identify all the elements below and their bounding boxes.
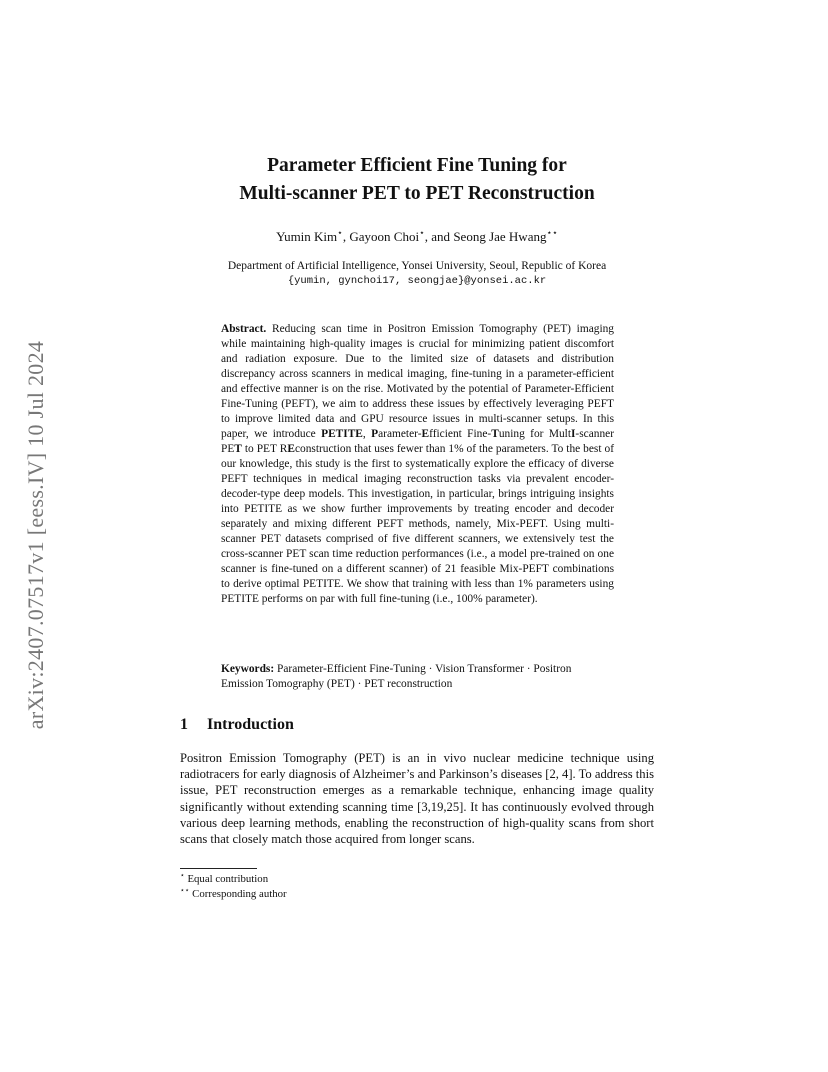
author-emails: {yumin, gynchoi17, seongjae}@yonsei.ac.kr <box>287 275 547 287</box>
affiliation <box>180 259 654 289</box>
title-line-2: Multi-scanner PET to PET Reconstruction <box>239 183 595 204</box>
acronym-letter: E <box>421 428 430 440</box>
paper-title <box>180 152 654 208</box>
abstract-text: Reducing scan time in Positron Emission Tomography (PET) imaging while maintaining high-quality images is crucial for minimizing patient discomfort and radiation exposure. Due to the limited size of datasets and distribution discrepancy across scanners in medical imaging, fine-tuning in a parameter-efficient and effective manner is on the rise. Motivated by the potential of Parameter-Efficient Fine-Tuning (PEFT), we aim to address these issues by effectively leveraging PEFT to improve limited data and GPU resource issues in multi-scanner setups. In this paper, we introduce <box>221 323 614 440</box>
author-name: Seong Jae Hwang <box>453 229 547 244</box>
footnote-mark: ⋆ <box>180 870 185 880</box>
author-list <box>180 229 654 245</box>
footnote-text: Corresponding author <box>192 887 287 900</box>
method-separator: , <box>362 428 372 440</box>
acronym-rest: arameter- <box>378 428 422 440</box>
abstract-text-continued: that uses fewer than 1% of the parameters. To the best of our knowledge, this study is the first to systematically explore the efficacy of diverse PEFT techniques in medical imaging reconstruction tasks via prevalent encoder-decoder-type deep models. This investigation, in particular, brings intriguing insights into PETITE as we show further improvements by treating encoder and decoder separately and mixing different PEFT methods, namely, Mix-PEFT. Using multi-scanner PET datasets comprised of five different scanners, we extensively test the cross-scanner PET scan time reduction performances (i.e., a model pre-trained on one scanner is fine-tuned on a different scanner) of 21 feasible Mix-PEFT combinations to derive optimal PETITE. We show that training with less than 1% parameters using PETITE performs on par with full fine-tuning (i.e., 100% parameter). <box>221 443 614 605</box>
author-separator: , and <box>424 229 454 244</box>
method-name: PETITE <box>321 428 363 440</box>
keywords-text: Parameter-Efficient Fine-Tuning · Vision Transformer · Positron Emission Tomography (PET) · PET reconstruction <box>221 663 572 690</box>
acronym-rest: fficient Fine- <box>429 428 492 440</box>
author-name: Gayoon Choi <box>349 229 420 244</box>
title-line-1: Parameter Efficient Fine Tuning for <box>267 155 567 176</box>
intro-paragraph: Positron Emission Tomography (PET) is an in vivo nuclear medicine technique using radiotracers for early diagnosis of Alzheimer’s and Parkinson’s diseases [2, 4]. To address this issue, PET reconstruction emerges as a remarkable technique, enhancing image quality significantly without extending scanning time [3,19,25]. It has continuously evolved through various deep learning methods, enabling the reconstruction of high-quality scans from short scans that closely match those acquired from longer scans. <box>180 751 654 847</box>
footnote-corresponding-author <box>180 884 654 902</box>
acronym-letter: I <box>570 428 576 440</box>
acronym-letter: P <box>371 428 379 440</box>
abstract-label: Abstract. <box>221 323 267 335</box>
arxiv-sidebar <box>14 290 58 780</box>
section-number: 1 <box>180 716 188 733</box>
author-mark: ⋆ <box>337 227 343 238</box>
acronym-rest: construction <box>294 443 352 455</box>
footnote-rule <box>180 868 257 869</box>
arxiv-identifier: arXiv:2407.07517v1 [eess.IV] 10 Jul 2024 <box>23 340 48 730</box>
keywords <box>221 662 614 692</box>
acronym-letter: T <box>234 443 242 455</box>
author-name: Yumin Kim <box>276 229 338 244</box>
keywords-label: Keywords: <box>221 663 275 675</box>
department: Department of Artificial Intelligence, Yonsei University, Seoul, Republic of Korea <box>227 260 607 272</box>
acronym-rest: -scanner PE <box>221 428 614 455</box>
author-mark: ⋆⋆ <box>546 227 558 238</box>
footnotes <box>180 872 654 901</box>
footnote-equal-contribution <box>180 872 654 887</box>
section-title: Introduction <box>207 716 294 733</box>
footnote-mark: ⋆⋆ <box>180 884 190 894</box>
author-mark: ⋆ <box>419 227 425 238</box>
acronym-letter: E <box>287 443 295 455</box>
acronym-rest: uning for Mult <box>498 428 571 440</box>
section-heading <box>180 716 654 734</box>
abstract <box>221 322 614 607</box>
acronym-letter: T <box>491 428 499 440</box>
author-separator: , <box>342 229 350 244</box>
acronym-rest: to PET R <box>241 443 288 455</box>
footnote-text: Equal contribution <box>187 873 269 885</box>
